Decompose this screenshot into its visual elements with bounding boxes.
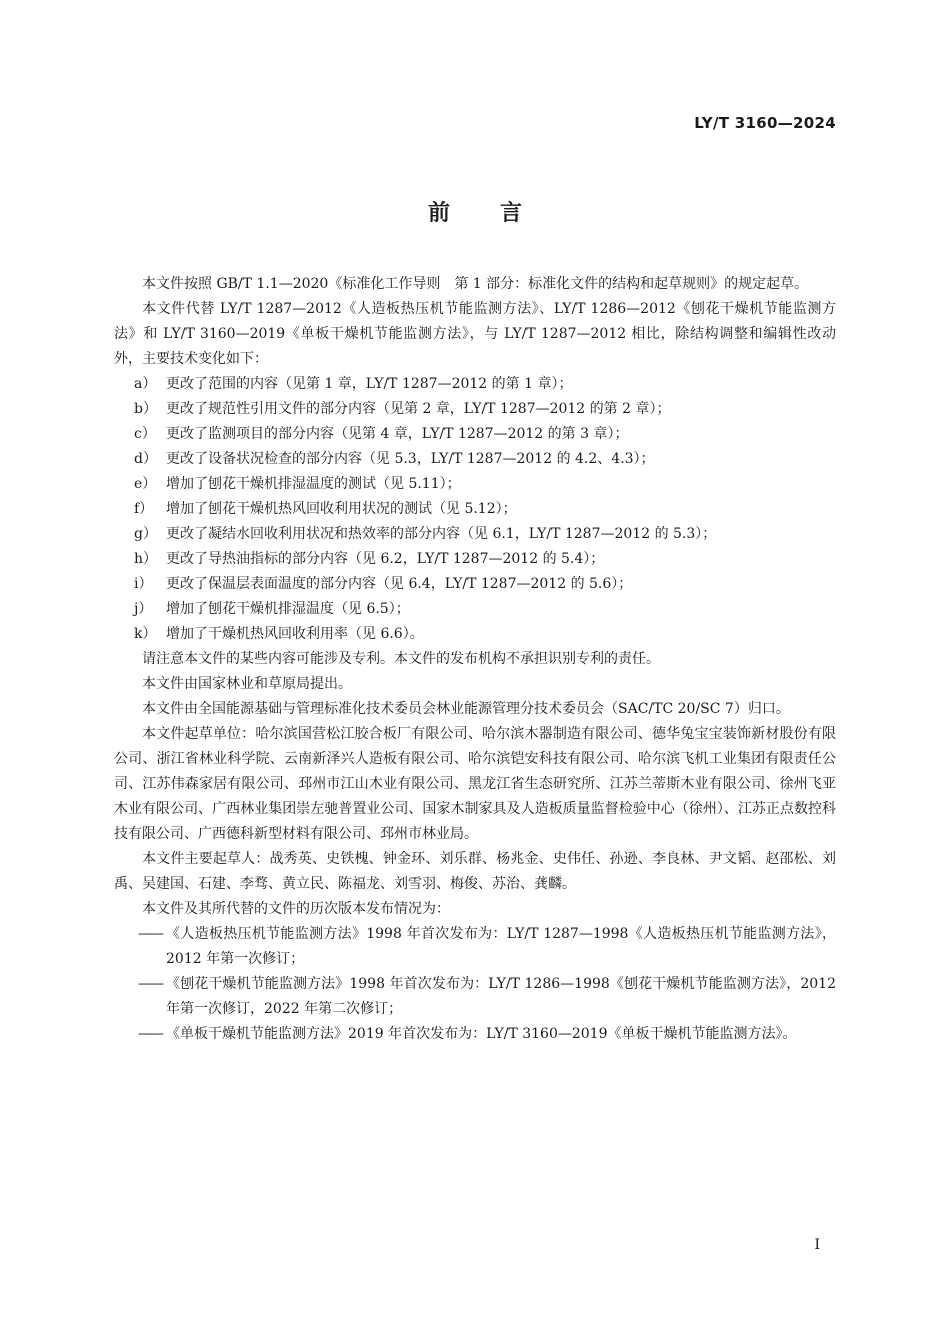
list-item-text: 更改了导热油指标的部分内容（见 6.2，LY/T 1287—2012 的 5.4）； [166, 551, 605, 567]
list-item-text: 增加了干燥机热风回收利用率（见 6.6）。 [166, 626, 424, 642]
list-marker: j） [134, 601, 153, 617]
list-item-text: 增加了刨花干燥机排湿温度的测试（见 5.11）； [166, 476, 461, 492]
history-item [114, 1022, 836, 1047]
list-marker: a） [134, 376, 157, 392]
history-dash: —— [138, 976, 162, 992]
list-marker: c） [134, 426, 156, 442]
list-item-text: 更改了保温层表面温度的部分内容（见 6.4，LY/T 1287—2012 的 5.6）； [166, 576, 633, 592]
paragraph-patent-notice: 请注意本文件的某些内容可能涉及专利。本文件的发布机构不承担识别专利的责任。 [142, 651, 660, 667]
list-marker: b） [134, 401, 157, 417]
list-item-text: 更改了范围的内容（见第 1 章，LY/T 1287—2012 的第 1 章）； [166, 376, 573, 392]
list-marker: g） [134, 526, 157, 542]
paragraph-proposer: 本文件由国家林业和草原局提出。 [142, 676, 352, 692]
list-item [114, 622, 836, 647]
list-marker: k） [134, 626, 157, 642]
list-item [114, 497, 836, 522]
page-number: I [814, 1237, 820, 1253]
list-marker: f） [134, 501, 154, 517]
paragraph-history-intro: 本文件及其所代替的文件的历次版本发布情况为： [142, 901, 450, 917]
list-item [114, 472, 836, 497]
paragraph-drafting-rules: 本文件按照 GB/T 1.1—2020《标准化工作导则 第 1 部分：标准化文件的结构和起草规则》的规定起草。 [142, 276, 809, 292]
list-marker: e） [134, 476, 157, 492]
page-title: 前言 [427, 201, 572, 226]
list-marker: d） [134, 451, 157, 467]
list-item-text: 更改了设备状况检查的部分内容（见 5.3，LY/T 1287—2012 的 4.2、4.3）； [166, 451, 655, 467]
paragraph-drafting-units: 本文件起草单位：哈尔滨国营松江胶合板厂有限公司、哈尔滨木器制造有限公司、德华兔宝宝装饰新材股份有限公司、浙江省林业科学院、云南新泽兴人造板有限公司、哈尔滨铠安科技有限公司、哈尔滨飞机工业集团有限责任公司、江苏伟森家居有限公司、邳州市江山木业有限公司、黑龙江省生态研究所、江苏兰蒂斯木业有限公司、徐州飞亚木业有限公司、广西林业集团崇左驰普置业公司、国家木制家具及人造板质量监督检验中心（徐州）、江苏正点数控科技有限公司、广西德科新型材料有限公司、邳州市林业局。 [114, 726, 836, 842]
list-item-text: 更改了规范性引用文件的部分内容（见第 2 章，LY/T 1287—2012 的第 2 章）； [166, 401, 671, 417]
history-item [114, 922, 836, 972]
list-item [114, 372, 836, 397]
list-item [114, 447, 836, 472]
list-item [114, 397, 836, 422]
history-dash: —— [138, 1026, 162, 1042]
paragraph-drafters: 本文件主要起草人：战秀英、史铁槐、钟金环、刘乐群、杨兆金、史伟任、孙逊、李良林、尹文韬、赵邵松、刘禹、吴建国、石建、李骛、黄立民、陈福龙、刘雪羽、梅俊、苏治、龚麟。 [114, 851, 836, 892]
document-body [114, 272, 836, 1047]
history-item-text: 《单板干燥机节能监测方法》2019 年首次发布为：LY/T 3160—2019《单板干燥机节能监测方法》。 [166, 1026, 797, 1042]
history-item-text: 《人造板热压机节能监测方法》1998 年首次发布为：LY/T 1287—1998《人造板热压机节能监测方法》，2012 年第一次修订； [166, 926, 836, 967]
list-marker: i） [134, 576, 153, 592]
list-item-text: 增加了刨花干燥机排湿温度（见 6.5）； [166, 601, 410, 617]
standard-code: LY/T 3160—2024 [694, 114, 836, 132]
paragraph-committee: 本文件由全国能源基础与管理标准化技术委员会林业能源管理分技术委员会（SAC/TC 20/SC 7）归口。 [142, 701, 790, 717]
history-item [114, 972, 836, 1022]
changes-list [114, 372, 836, 647]
history-list [114, 922, 836, 1047]
list-item [114, 422, 836, 447]
history-dash: —— [138, 926, 162, 942]
history-item-text: 《刨花干燥机节能监测方法》1998 年首次发布为：LY/T 1286—1998《刨花干燥机节能监测方法》，2012 年第一次修订，2022 年第二次修订； [166, 976, 836, 1017]
list-item [114, 572, 836, 597]
list-marker: h） [134, 551, 158, 567]
list-item [114, 547, 836, 572]
list-item-text: 更改了监测项目的部分内容（见第 4 章，LY/T 1287—2012 的第 3 章）； [166, 426, 629, 442]
list-item-text: 更改了凝结水回收利用状况和热效率的部分内容（见 6.1，LY/T 1287—2012 的 5.3）； [166, 526, 717, 542]
paragraph-replacement: 本文件代替 LY/T 1287—2012《人造板热压机节能监测方法》、LY/T 1286—2012《刨花干燥机节能监测方法》和 LY/T 3160—2019《单板干燥机节能监测方法》，与 LY/T 1287—2012 相比，除结构调整和编辑性改动外，主要技术变化如下： [114, 301, 836, 367]
list-item-text: 增加了刨花干燥机热风回收利用状况的测试（见 5.12）； [166, 501, 517, 517]
list-item [114, 522, 836, 547]
list-item [114, 597, 836, 622]
